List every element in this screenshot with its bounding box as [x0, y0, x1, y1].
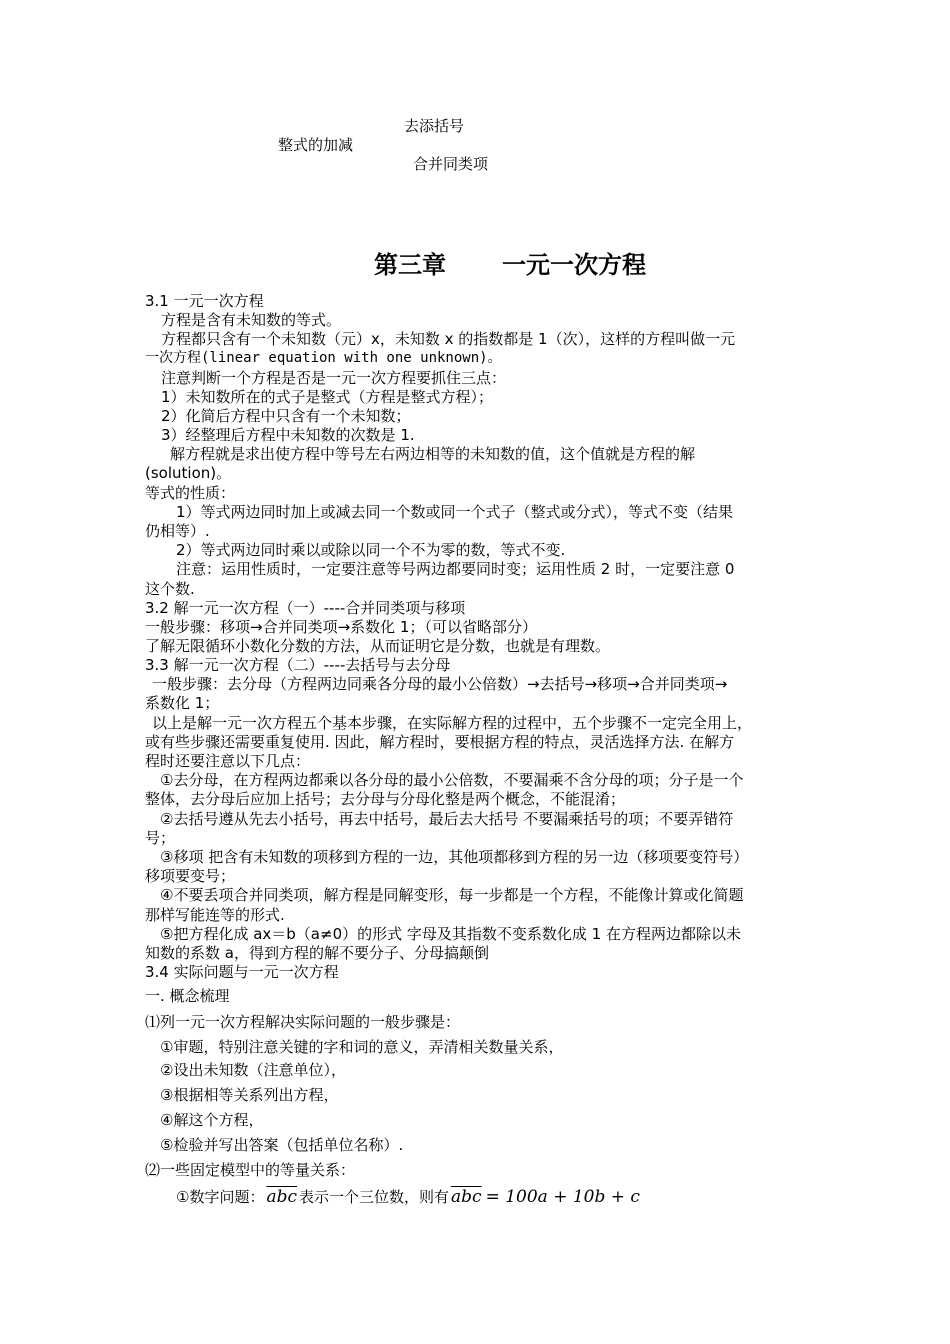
- text-line: 解方程就是求出使方程中等号左右两边相等的未知数的值，这个值就是方程的解: [170, 445, 696, 463]
- text-line: 知数的系数 a，得到方程的解不要分子、分母搞颠倒: [145, 944, 489, 962]
- text-line: 移项要变号；: [145, 867, 236, 885]
- text-line: (solution)。: [145, 464, 232, 482]
- text-line: 以上是解一元一次方程五个基本步骤，在实际解方程的过程中，五个步骤不一定完全用上，: [152, 714, 753, 732]
- section-3-1-heading: 3.1 一元一次方程: [145, 292, 264, 310]
- text-line: ⑴列一元一次方程解决实际问题的一般步骤是：: [145, 1013, 461, 1031]
- list-item: ④解这个方程，: [160, 1111, 264, 1129]
- text-line: 3）经整理后方程中未知数的次数是 1.: [161, 426, 415, 444]
- text-line: 2）等式两边同时乘以或除以同一个不为零的数，等式不变.: [176, 541, 566, 559]
- text-line: 那样写能连等的形式.: [145, 906, 285, 924]
- text-line: ③移项 把含有未知数的项移到方程的一边，其他项都移到方程的另一边（移项要变符号）: [160, 848, 749, 866]
- text-line: 1）等式两边同时加上或减去同一个数或同一个式子（整式或分式），等式不变（结果: [176, 503, 734, 521]
- overline-abc: $\overline{abc}$: [451, 1187, 482, 1207]
- text-line: ⑤把方程化成 ax＝b（a≠0）的形式 字母及其指数不变系数化成 1 在方程两边都除以未: [160, 925, 741, 943]
- text-line: 这个数.: [145, 580, 195, 598]
- chapter-number: 第三章: [374, 251, 446, 279]
- chapter-name: 一元一次方程: [502, 251, 646, 279]
- subsection-heading: 一. 概念梳理: [145, 987, 230, 1005]
- text-line: ②去括号遵从先去小括号，再去中括号，最后去大括号 不要漏乘括号的项；不要弄错符: [160, 810, 734, 828]
- text-line: 注意判断一个方程是否是一元一次方程要抓住三点：: [161, 369, 507, 387]
- formula: = 100a + 10b + c: [485, 1187, 640, 1207]
- text-line: ①去分母，在方程两边都乘以各分母的最小公倍数，不要漏乘不含分母的项；分子是一个: [160, 771, 744, 789]
- digit-problem-label: ①数字问题：: [176, 1188, 265, 1206]
- digit-problem-line: [176, 1188, 640, 1207]
- section-3-4-heading: 3.4 实际问题与一元一次方程: [145, 963, 339, 981]
- chapter-title: [374, 245, 646, 280]
- text-line: 1）未知数所在的式子是整式（方程是整式方程）；: [161, 388, 494, 406]
- diagram-item-brackets: 去添括号: [404, 117, 465, 135]
- text-line: 号；: [145, 829, 176, 847]
- text-line: 整体，去分母后应加上括号；去分母与分母化整是两个概念，不能混淆；: [145, 790, 626, 808]
- text-line: 方程是含有未知数的等式。: [161, 311, 342, 329]
- digit-problem-text: 表示一个三位数，则有: [299, 1188, 450, 1206]
- text-line: ④不要丢项合并同类项，解方程是同解变形，每一步都是一个方程，不能像计算或化简题: [160, 886, 744, 904]
- text-line: 系数化 1；: [145, 694, 220, 712]
- text-line: 或有些步骤还需要重复使用. 因此，解方程时，要根据方程的特点，灵活选择方法. 在解方: [145, 733, 735, 751]
- text-line: 2）化简后方程中只含有一个未知数；: [161, 407, 411, 425]
- list-item: ③根据相等关系列出方程，: [160, 1086, 339, 1104]
- text-line: 仍相等）.: [145, 522, 210, 540]
- text-line: 方程都只含有一个未知数（元）x，未知数 x 的指数都是 1（次），这样的方程叫做一元: [161, 330, 736, 348]
- overline-abc: $\overline{abc}$: [266, 1187, 297, 1207]
- text-line: 程时还要注意以下几点：: [145, 752, 311, 770]
- list-item: ⑤检验并写出答案（包括单位名称）.: [160, 1136, 404, 1154]
- text-line: 了解无限循环小数化分数的方法，从而证明它是分数，也就是有理数。: [145, 637, 611, 655]
- text-line: ⑵一些固定模型中的等量关系：: [145, 1161, 356, 1179]
- diagram-root: 整式的加减: [278, 136, 354, 154]
- text-line: 等式的性质：: [145, 484, 236, 502]
- text-line: 一般步骤：移项→合并同类项→系数化 1；（可以省略部分）: [145, 618, 537, 636]
- list-item: ②设出未知数（注意单位），: [160, 1061, 346, 1079]
- text-line: 一般步骤：去分母（方程两边同乘各分母的最小公倍数）→去括号→移项→合并同类项→: [152, 675, 728, 693]
- section-3-3-heading: 3.3 解一元一次方程（二）----去括号与去分母: [145, 656, 451, 674]
- section-3-2-heading: 3.2 解一元一次方程（一）----合并同类项与移项: [145, 599, 466, 617]
- diagram-item-like-terms: 合并同类项: [413, 155, 489, 173]
- text-line: 注意：运用性质时，一定要注意等号两边都要同时变；运用性质 2 时，一定要注意 0: [176, 560, 735, 578]
- list-item: ①审题，特别注意关键的字和词的意义，弄清相关数量关系，: [160, 1038, 564, 1056]
- text-line: 一次方程(linear equation with one unknown)。: [145, 350, 502, 366]
